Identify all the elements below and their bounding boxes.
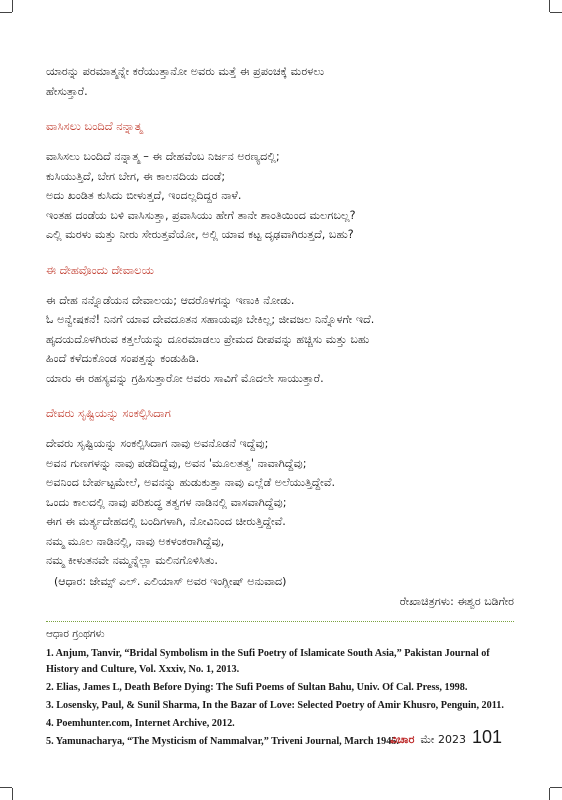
poem-stanza: [46, 291, 514, 389]
illustration-credit: ರೇಖಾಚಿತ್ರಗಳು: ಈಶ್ವರ ಬಡಿಗೇರ: [399, 594, 514, 608]
text-line: ಹೃದಯದೊಳಗಿರುವ ಕತ್ತಲೆಯನ್ನು ದೂರಮಾಡಲು ಪ್ರೇಮದ ದೀಪವನ್ನು ಹಚ್ಚಿಸು ಮತ್ತು ಬಹು: [46, 332, 370, 346]
crop-mark: [12, 0, 13, 12]
poem-stanza: [46, 434, 514, 571]
reference-item: 1. Anjum, Tanvir, “Bridal Symbolism in the Sufi Poetry of Islamicate South Asia,” Pakistan Journal of History and Culture, Vol. Xxxiv, No. 1, 2013.: [46, 647, 490, 675]
text-line: ಹೇಸುತ್ತಾರೆ.: [46, 84, 88, 98]
crop-mark: [0, 787, 12, 788]
text-line: ಅವನಿಂದ ಬೇರ್ಪಟ್ಟಮೇಲೆ, ಅವನನ್ನು ಹುಡುಕುತ್ತಾ ನಾವು ಎಲ್ಲೆಡೆ ಅಲೆಯುತ್ತಿದ್ದೇವೆ.: [46, 476, 336, 489]
magazine-logo: ವಿಚಾರ: [390, 733, 415, 746]
crop-mark: [550, 787, 562, 788]
text-line: ಕುಸಿಯುತ್ತಿದೆ, ಬೇಗ ಬೇಗ, ಈ ಕಾಲನದಿಯ ದಂಡೆ;: [46, 169, 226, 183]
section-heading: ದೇವರು ಸೃಷ್ಟಿಯನ್ನು ಸಂಕಲ್ಪಿಸಿದಾಗ: [46, 406, 171, 420]
article-page: [46, 62, 514, 752]
divider: [46, 621, 514, 622]
reference-item: 3. Losensky, Paul, & Sunil Sharma, In the Bazar of Love: Selected Poetry of Amir Khusro, Penguin, 2011.: [46, 699, 504, 711]
section-heading: ವಾಸಿಸಲು ಬಂದಿದೆ ನನ್ನಾತ್ಮ: [46, 119, 143, 133]
crop-mark: [12, 788, 13, 800]
reference-item: 4. Poemhunter.com, Internet Archive, 2012.: [46, 717, 235, 729]
section-heading: ಈ ದೇಹವೊಂದು ದೇವಾಲಯ: [46, 262, 154, 277]
crop-mark: [0, 12, 12, 13]
text-line: ಈ ದೇಹ ನನ್ನೊಡೆಯನ ದೇವಾಲಯ; ಆದರೊಳಗನ್ನು ಇಣುಕಿ ನೋಡು.: [46, 293, 295, 307]
poem-stanza: [46, 147, 514, 245]
text-line: ಯಾರು ಈ ರಹಸ್ಯವನ್ನು ಗ್ರಹಿಸುತ್ತಾರೋ ಅವರು ಸಾವಿಗೆ ಮೊದಲೇ ಸಾಯುತ್ತಾರೆ.: [46, 371, 324, 385]
text-line: ಅವನ ಗುಣಗಳನ್ನು ನಾವು ಪಡೆದಿದ್ದೆವು, ಅವನ 'ಮೂಲತತ್ವ' ನಾವಾಗಿದ್ದೆವು;: [46, 456, 307, 470]
text-line: ಅದು ಖಂಡಿತ ಕುಸಿದು ಬೀಳುತ್ತದೆ, ಇಂದಲ್ಲದಿದ್ದರ ನಾಳೆ.: [46, 189, 242, 202]
page-number: 101: [471, 727, 502, 747]
intro-paragraph: [46, 62, 514, 101]
translation-credit: (ಆಧಾರ: ಜೇಮ್ಸ್ ಎಲ್. ಎಲಿಯಾಸ್ ಅವರ ಇಂಗ್ಲೀಷ್ ಅನುವಾದ): [54, 574, 287, 588]
crop-mark: [550, 12, 562, 13]
text-line: ಒಂದು ಕಾಲದಲ್ಲಿ ನಾವು ಪರಿಶುದ್ಧ ತತ್ವಗಳ ನಾಡಿನಲ್ಲಿ ವಾಸವಾಗಿದ್ದೆವು;: [46, 495, 287, 509]
text-line: ಹಿಂದೆ ಕಳೆದುಕೊಂಡ ಸಂಪತ್ತನ್ನು ಕಂಡುಹಿಡಿ.: [46, 352, 200, 365]
crop-mark: [549, 788, 550, 800]
page-footer: [390, 727, 502, 748]
text-line: ನಮ್ಮ ಕೀಳುತನವೇ ನಮ್ಮನ್ನೆಲ್ಲಾ ಮಲಿನಗೊಳಿಸಿತು.: [46, 554, 218, 567]
crop-mark: [549, 0, 550, 12]
issue-date: ಮೇ 2023: [420, 733, 466, 746]
text-line: ನಮ್ಮ ಮೂಲ ನಾಡಿನಲ್ಲಿ, ನಾವು ಅಕಳಂಕರಾಗಿದ್ದೆವು,: [46, 534, 225, 548]
text-line: ಎಲ್ಲಿ ಮರಳು ಮತ್ತು ನೀರು ಸೇರುತ್ತವೆಯೋ, ಅಲ್ಲಿ ಯಾವ ಕಟ್ಟ ದೃಢವಾಗಿರುತ್ತದೆ, ಬಹು?: [46, 228, 354, 241]
text-line: ಓ ಅನ್ವೇಷಕನೆ! ನಿನಗೆ ಯಾವ ದೇವದೂತನ ಸಹಾಯವೂ ಬೇಕಿಲ್ಲ; ಜೀವಜಲ ನಿನ್ನೊಳಗೇ ಇದೆ.: [46, 313, 375, 326]
references-title: ಆಧಾರ ಗ್ರಂಥಗಳು: [46, 627, 105, 640]
reference-item: 5. Yamunacharya, “The Mysticism of Nammalvar,” Triveni Journal, March 1945.: [46, 735, 399, 747]
text-line: ದೇವರು ಸೃಷ್ಟಿಯನ್ನು ಸಂಕಲ್ಪಿಸಿದಾಗ ನಾವು ಅವನೊಡನೆ ಇದ್ದೆವು;: [46, 437, 269, 450]
text-line: ವಾಸಿಸಲು ಬಂದಿದೆ ನನ್ನಾತ್ಮ – ಈ ದೇಹವೆಂಬ ನಿರ್ಜನ ಅರಣ್ಯದಲ್ಲಿ;: [46, 150, 280, 163]
reference-item: 2. Elias, James L, Death Before Dying: The Sufi Poems of Sultan Bahu, Univ. Of Cal. Press, 1998.: [46, 681, 468, 693]
text-line: ಈಗ ಈ ಮರ್ತ್ಯದೇಹದಲ್ಲಿ ಬಂದಿಗಳಾಗಿ, ನೋವಿನಿಂದ ಚೀರುತ್ತಿದ್ದೇವೆ.: [46, 515, 286, 528]
text-line: ಇಂತಹ ದಂಡೆಯ ಬಳಿ ವಾಸಿಸುತ್ತಾ, ಪ್ರವಾಸಿಯು ಹೇಗೆ ತಾನೇ ಶಾಂತಿಯಿಂದ ಮಲಗಬಲ್ಲ?: [46, 208, 356, 222]
text-line: ಯಾರನ್ನು ಪರಮಾತ್ಮನ್ನೇ ಕರೆಯುತ್ತಾನೋ ಅವರು ಮತ್ತೆ ಈ ಪ್ರಪಂಚಕ್ಕೆ ಮರಳಲು: [46, 65, 325, 78]
